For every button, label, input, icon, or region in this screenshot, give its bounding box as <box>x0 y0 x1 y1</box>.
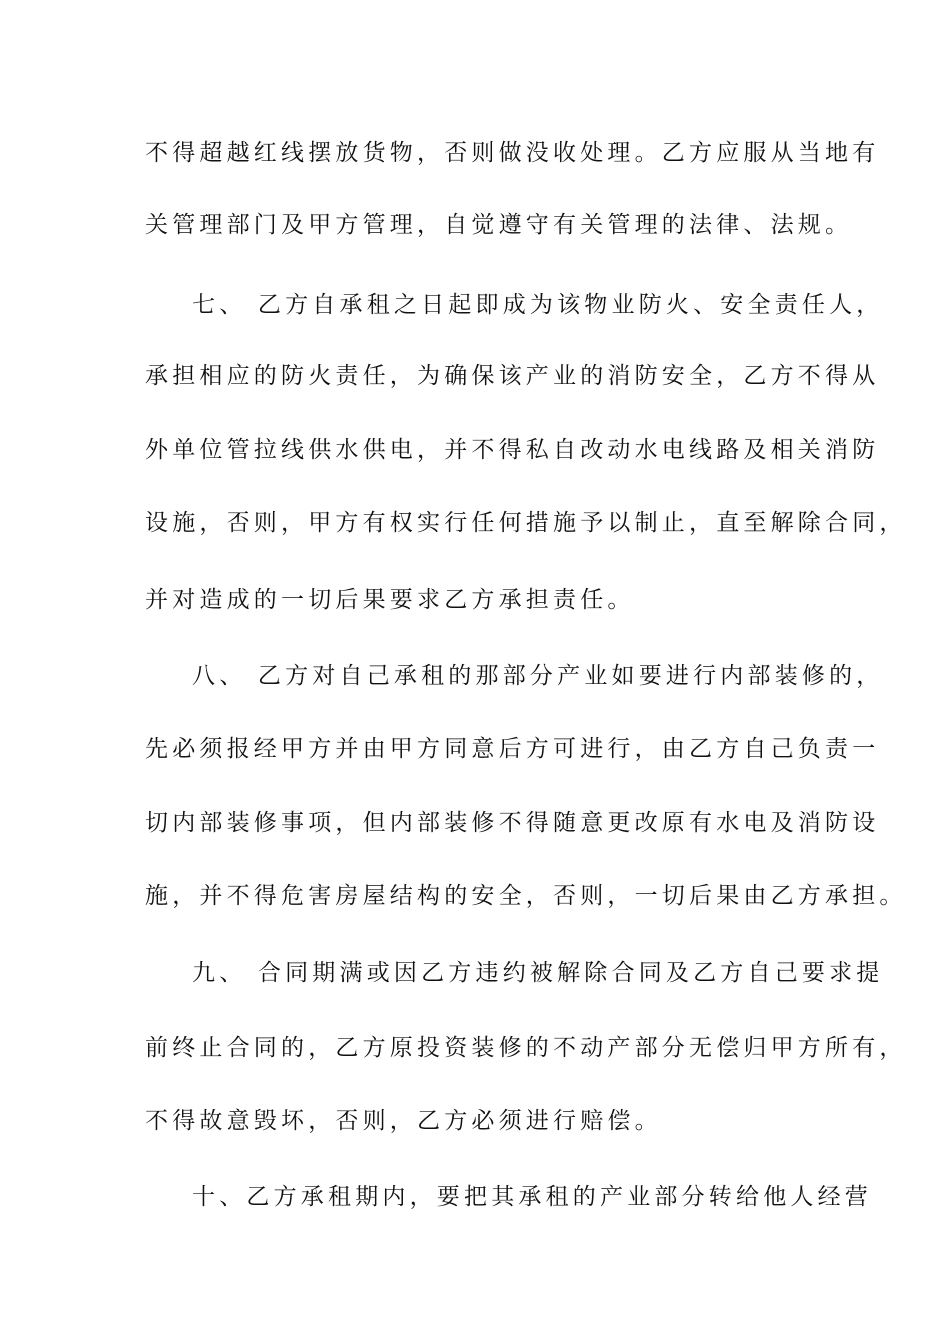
text-line: 不得超越红线摆放货物，否则做没收处理。乙方应服从当地有 <box>145 140 880 166</box>
clause-eight-start: 八、 乙方对自己承租的那部分产业如要进行内部装修的， <box>192 663 884 689</box>
text-line: 外单位管拉线供水供电，并不得私自改动水电线路及相关消防 <box>145 437 880 463</box>
clause-nine-start: 九、 合同期满或因乙方违约被解除合同及乙方自己要求提 <box>192 960 884 986</box>
text-line: 前终止合同的，乙方原投资装修的不动产部分无偿归甲方所有， <box>145 1035 907 1061</box>
clause-seven-start: 七、 乙方自承租之日起即成为该物业防火、安全责任人， <box>192 292 884 318</box>
text-line: 先必须报经甲方并由甲方同意后方可进行，由乙方自己负责一 <box>145 736 880 762</box>
text-line: 切内部装修事项，但内部装修不得随意更改原有水电及消防设 <box>145 810 880 836</box>
clause-ten-start: 十、乙方承租期内，要把其承租的产业部分转给他人经营 <box>192 1184 872 1210</box>
text-line: 承担相应的防火责任，为确保该产业的消防安全，乙方不得从 <box>145 363 880 389</box>
text-line: 不得故意毁坏，否则，乙方必须进行赔偿。 <box>145 1108 662 1134</box>
text-line: 并对造成的一切后果要求乙方承担责任。 <box>145 587 635 613</box>
text-line: 设施，否则，甲方有权实行任何措施予以制止，直至解除合同， <box>145 510 907 536</box>
text-line: 施，并不得危害房屋结构的安全，否则，一切后果由乙方承担。 <box>145 883 907 909</box>
text-line: 关管理部门及甲方管理，自觉遵守有关管理的法律、法规。 <box>145 212 853 238</box>
